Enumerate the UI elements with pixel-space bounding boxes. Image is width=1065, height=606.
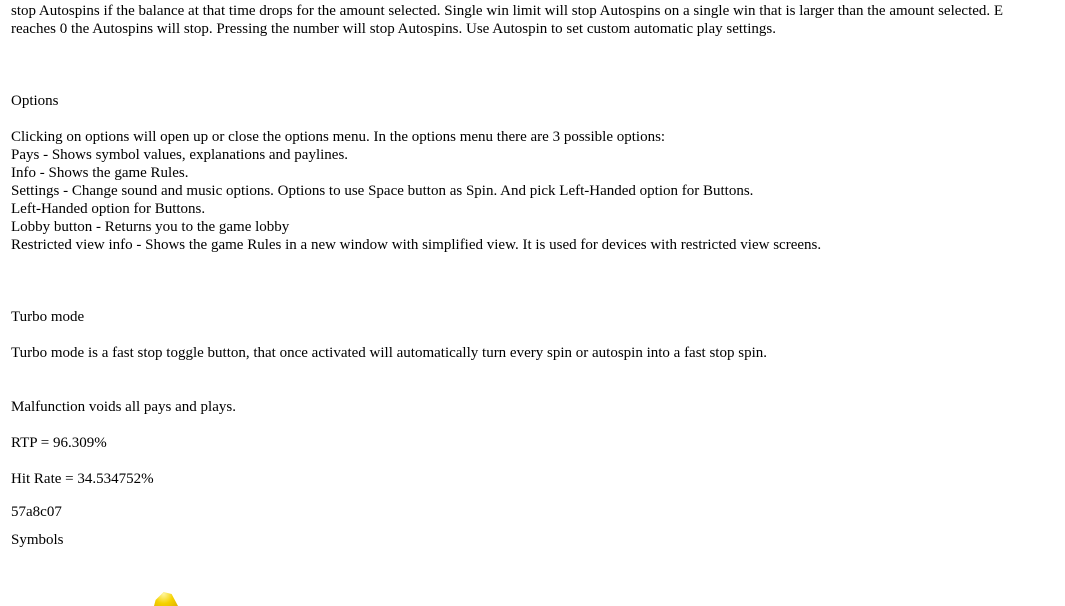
hit-rate-value: Hit Rate = 34.534752%: [11, 471, 154, 487]
turbo-text: Turbo mode is a fast stop toggle button, that once activated will automatically turn every spin or autospin into a fast stop spin.: [11, 345, 767, 361]
options-heading: Options: [11, 93, 59, 109]
build-id: 57a8c07: [11, 504, 62, 520]
malfunction-text: Malfunction voids all pays and plays.: [11, 399, 236, 415]
autospin-text: [11, 2, 1003, 38]
options-item-left-handed: Left-Handed option for Buttons.: [11, 201, 206, 217]
options-item-settings: Settings - Change sound and music options. Options to use Space button as Spin. And pick Left-Handed option for Buttons.: [11, 183, 754, 199]
autospin-line-1: stop Autospins if the balance at that time drops for the amount selected. Single win limit will stop Autospins on a single win that is larger than the amount selected. E: [11, 3, 1004, 19]
options-intro: Clicking on options will open up or close the options menu. In the options menu there are 3 possible options:: [11, 129, 666, 145]
turbo-heading: Turbo mode: [11, 309, 85, 325]
options-item-pays: Pays - Shows symbol values, explanations and paylines.: [11, 147, 349, 163]
autospin-line-2: reaches 0 the Autospins will stop. Pressing the number will stop Autospins. Use Autospin to set custom automatic play settings.: [11, 21, 776, 37]
options-section: [11, 128, 821, 254]
symbols-heading: Symbols: [11, 532, 64, 548]
options-item-info: Info - Shows the game Rules.: [11, 165, 189, 181]
rtp-value: RTP = 96.309%: [11, 435, 107, 451]
options-item-restricted-view: Restricted view info - Shows the game Rules in a new window with simplified view. It is used for devices with restricted view screens.: [11, 237, 822, 253]
options-item-lobby: Lobby button - Returns you to the game lobby: [11, 219, 290, 235]
coin-symbol-icon: [146, 586, 178, 606]
